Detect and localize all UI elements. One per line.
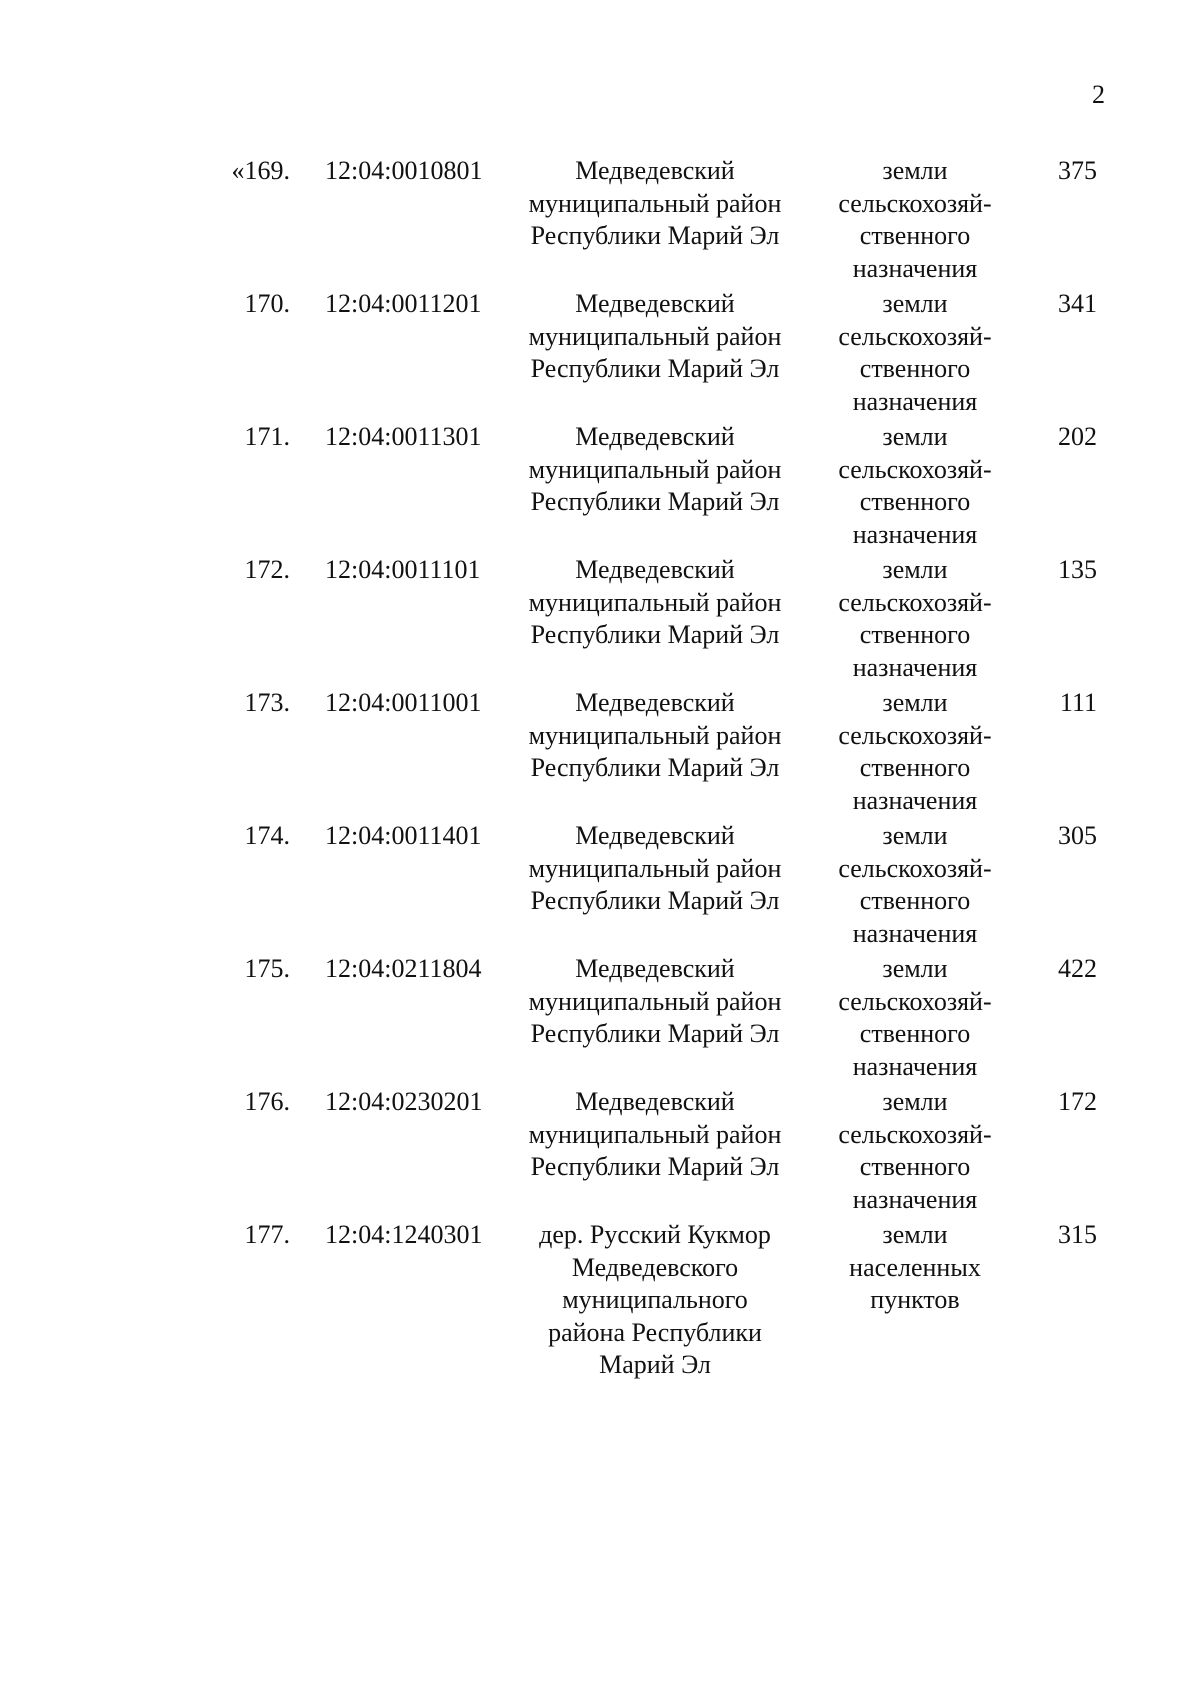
cadastral-quarter-number: 12:04:0211804 xyxy=(325,954,482,983)
land-category-line: назначения xyxy=(852,253,978,283)
land-category-cell xyxy=(815,820,1015,950)
land-category-line: ственного xyxy=(859,221,971,250)
location-line: муниципальный район xyxy=(528,587,782,617)
location-line: района Республики xyxy=(548,1317,762,1347)
land-category-line: земли xyxy=(882,156,948,185)
land-category-line: ственного xyxy=(859,886,971,915)
land-category-line: земли xyxy=(882,821,948,850)
location-line: Медведевский xyxy=(575,422,735,451)
location-line: муниципальный район xyxy=(528,853,782,883)
location-line: муниципальный район xyxy=(528,188,782,218)
land-category-line: сельскохозяй- xyxy=(838,188,992,218)
land-category-line: ственного xyxy=(859,1152,971,1181)
land-category-line: земли xyxy=(882,954,948,983)
land-category-line: земли xyxy=(882,289,948,318)
cadastral-quarter-number: 12:04:1240301 xyxy=(325,1220,483,1249)
row-number: 174. xyxy=(244,821,290,850)
location-line: Республики Марий Эл xyxy=(530,620,780,649)
land-category-line: земли xyxy=(882,555,948,584)
table-row xyxy=(0,155,1200,288)
location-cell xyxy=(505,554,805,652)
cadastral-quarter-number: 12:04:0011101 xyxy=(325,555,481,584)
land-category-line: земли xyxy=(882,1220,948,1249)
table-row xyxy=(0,421,1200,554)
area-value: 111 xyxy=(1059,688,1097,717)
land-category-line: сельскохозяй- xyxy=(838,454,992,484)
land-category-line: ственного xyxy=(859,487,971,516)
row-number: «169. xyxy=(231,156,290,185)
row-number: 172. xyxy=(244,555,290,584)
land-category-line: земли xyxy=(882,688,948,717)
location-line: Медведевский xyxy=(575,821,735,850)
location-line: Медведевский xyxy=(575,156,735,185)
location-cell xyxy=(505,953,805,1051)
table-row xyxy=(0,820,1200,953)
location-line: муниципальный район xyxy=(528,1119,782,1149)
land-category-line: сельскохозяй- xyxy=(838,986,992,1016)
location-cell xyxy=(505,820,805,918)
location-line: Медведевский xyxy=(575,688,735,717)
location-cell xyxy=(505,1086,805,1184)
location-line: Медведевского xyxy=(571,1252,739,1282)
area-value: 422 xyxy=(1058,954,1097,983)
land-category-line: сельскохозяй- xyxy=(838,1119,992,1149)
land-category-line: назначения xyxy=(852,1051,978,1081)
land-category-line: сельскохозяй- xyxy=(838,853,992,883)
land-plots-table xyxy=(0,155,1200,1399)
land-category-line: назначения xyxy=(852,785,978,815)
table-row xyxy=(0,953,1200,1086)
cadastral-quarter-number: 12:04:0011001 xyxy=(325,688,482,717)
location-line: Марий Эл xyxy=(599,1350,711,1379)
land-category-cell xyxy=(815,554,1015,684)
land-category-cell xyxy=(815,1086,1015,1216)
land-category-line: назначения xyxy=(852,918,978,948)
table-row xyxy=(0,687,1200,820)
location-line: Медведевский xyxy=(575,289,735,318)
location-line: Республики Марий Эл xyxy=(530,886,780,915)
row-number: 171. xyxy=(244,422,290,451)
area-value: 305 xyxy=(1058,821,1097,850)
table-row xyxy=(0,1219,1200,1399)
cadastral-quarter-number: 12:04:0011301 xyxy=(325,422,482,451)
location-cell xyxy=(505,155,805,253)
location-line: муниципальный район xyxy=(528,986,782,1016)
land-category-cell xyxy=(815,687,1015,817)
area-value: 135 xyxy=(1058,555,1097,584)
location-line: Республики Марий Эл xyxy=(530,753,780,782)
table-row xyxy=(0,554,1200,687)
area-value: 315 xyxy=(1058,1220,1097,1249)
location-line: Республики Марий Эл xyxy=(530,1152,780,1181)
cadastral-quarter-number: 12:04:0011201 xyxy=(325,289,482,318)
cadastral-quarter-number: 12:04:0010801 xyxy=(325,156,483,185)
location-line: Республики Марий Эл xyxy=(530,221,780,250)
land-category-cell xyxy=(815,288,1015,418)
table-row xyxy=(0,288,1200,421)
location-line: Медведевский xyxy=(575,954,735,983)
area-value: 341 xyxy=(1058,289,1097,318)
land-category-line: назначения xyxy=(852,1184,978,1214)
location-line: Республики Марий Эл xyxy=(530,1019,780,1048)
location-line: Республики Марий Эл xyxy=(530,487,780,516)
cadastral-quarter-number: 12:04:0230201 xyxy=(325,1087,483,1116)
row-number: 170. xyxy=(244,289,290,318)
land-category-line: назначения xyxy=(852,652,978,682)
location-line: муниципальный район xyxy=(528,720,782,750)
table-row xyxy=(0,1086,1200,1219)
location-line: Медведевский xyxy=(575,1087,735,1116)
land-category-line: сельскохозяй- xyxy=(838,587,992,617)
page-number: 2 xyxy=(1092,80,1105,109)
location-line: Республики Марий Эл xyxy=(530,354,780,383)
row-number: 173. xyxy=(244,688,290,717)
location-line: муниципальный район xyxy=(528,321,782,351)
land-category-line: населенных xyxy=(849,1252,981,1282)
land-category-line: земли xyxy=(882,422,948,451)
land-category-cell xyxy=(815,421,1015,551)
land-category-line: ственного xyxy=(859,620,971,649)
location-cell xyxy=(505,1219,805,1382)
land-category-cell xyxy=(815,155,1015,285)
cadastral-quarter-number: 12:04:0011401 xyxy=(325,821,482,850)
row-number: 175. xyxy=(244,954,290,983)
land-category-line: назначения xyxy=(852,519,978,549)
area-value: 172 xyxy=(1058,1087,1097,1116)
land-category-line: ственного xyxy=(859,354,971,383)
location-line: муниципальный район xyxy=(528,454,782,484)
land-category-cell xyxy=(815,1219,1015,1317)
location-line: Медведевский xyxy=(575,555,735,584)
area-value: 202 xyxy=(1058,422,1097,451)
row-number: 176. xyxy=(244,1087,290,1116)
land-category-line: назначения xyxy=(852,386,978,416)
land-category-line: сельскохозяй- xyxy=(838,720,992,750)
row-number: 177. xyxy=(244,1220,290,1249)
land-category-line: ственного xyxy=(859,1019,971,1048)
location-cell xyxy=(505,288,805,386)
land-category-line: ственного xyxy=(859,753,971,782)
land-category-line: земли xyxy=(882,1087,948,1116)
location-line: муниципального xyxy=(562,1285,748,1314)
location-cell xyxy=(505,421,805,519)
location-line: дер. Русский Кукмор xyxy=(539,1220,771,1249)
area-value: 375 xyxy=(1058,156,1097,185)
land-category-line: пунктов xyxy=(870,1285,960,1314)
land-category-cell xyxy=(815,953,1015,1083)
location-cell xyxy=(505,687,805,785)
land-category-line: сельскохозяй- xyxy=(838,321,992,351)
